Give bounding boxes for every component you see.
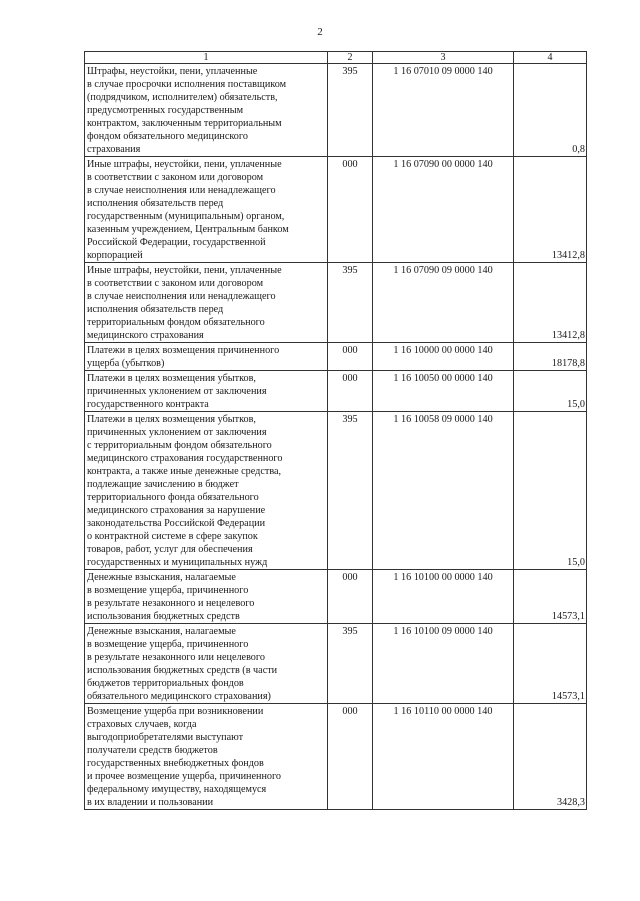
- revenue-name-line: исполнения обязательств перед: [87, 198, 224, 209]
- budget-code-cell: 1 16 10058 09 0000 140: [373, 412, 514, 570]
- revenue-name-line: фондом обязательного медицинского: [87, 131, 248, 142]
- table-row: [85, 157, 587, 263]
- budget-code-cell: 1 16 10000 00 0000 140: [373, 343, 514, 371]
- column-header: 2: [328, 52, 373, 64]
- revenue-name-line: и прочее возмещение ущерба, причиненного: [87, 771, 282, 782]
- revenue-name-line: Денежные взыскания, налагаемые: [87, 572, 236, 583]
- admin-code-cell: 000: [328, 570, 373, 624]
- revenue-name-line: государственных внебюджетных фондов: [87, 758, 264, 769]
- revenue-name-line: предусмотренных государственным: [87, 105, 244, 116]
- revenue-name-line: корпорацией: [87, 250, 143, 261]
- amount-cell: 14573,1: [514, 570, 587, 624]
- revenue-name-line: с территориальным фондом обязательного: [87, 440, 272, 451]
- revenue-name-cell: [85, 64, 328, 157]
- column-header: 4: [514, 52, 587, 64]
- revenue-name-line: в возмещение ущерба, причиненного: [87, 585, 249, 596]
- revenue-name-cell: [85, 704, 328, 810]
- revenue-name-line: бюджетов территориальных фондов: [87, 678, 244, 689]
- revenue-name-line: Платежи в целях возмещения убытков,: [87, 373, 256, 384]
- column-header: 1: [85, 52, 328, 64]
- revenue-name-line: государственного контракта: [87, 399, 209, 410]
- table-row: [85, 412, 587, 570]
- budget-code-cell: 1 16 07090 09 0000 140: [373, 263, 514, 343]
- admin-code-cell: 395: [328, 624, 373, 704]
- revenue-name-line: выгодоприобретателями выступают: [87, 732, 244, 743]
- revenue-name-line: в соответствии с законом или договором: [87, 172, 264, 183]
- revenue-name-line: медицинского страхования: [87, 330, 204, 341]
- column-header: 3: [373, 52, 514, 64]
- admin-code-cell: 395: [328, 64, 373, 157]
- admin-code-cell: 395: [328, 412, 373, 570]
- revenue-name-line: Платежи в целях возмещения убытков,: [87, 414, 256, 425]
- revenue-name-cell: [85, 624, 328, 704]
- revenue-name-line: в возмещение ущерба, причиненного: [87, 639, 249, 650]
- revenue-name-line: Российской Федерации, государственной: [87, 237, 266, 248]
- revenue-name-line: товаров, работ, услуг для обеспечения: [87, 544, 253, 555]
- revenue-name-line: контракта, а также иные денежные средства,: [87, 466, 282, 477]
- revenue-name-line: ущерба (убытков): [87, 358, 165, 369]
- revenue-name-line: в соответствии с законом или договором: [87, 278, 264, 289]
- budget-code-cell: 1 16 10050 00 0000 140: [373, 371, 514, 412]
- admin-code-cell: 395: [328, 263, 373, 343]
- budget-code-cell: 1 16 10100 09 0000 140: [373, 624, 514, 704]
- amount-cell: 18178,8: [514, 343, 587, 371]
- revenue-name-line: использования бюджетных средств (в части: [87, 665, 278, 676]
- revenue-name-line: в результате незаконного или нецелевого: [87, 652, 265, 663]
- budget-code-cell: 1 16 07090 00 0000 140: [373, 157, 514, 263]
- revenue-name-line: причиненных уклонением от заключения: [87, 386, 267, 397]
- admin-code-cell: 000: [328, 343, 373, 371]
- amount-cell: 14573,1: [514, 624, 587, 704]
- amount-cell: 3428,3: [514, 704, 587, 810]
- revenue-name-line: Платежи в целях возмещения причиненного: [87, 345, 280, 356]
- revenue-name-line: обязательного медицинского страхования): [87, 691, 271, 702]
- revenue-name-line: Иные штрафы, неустойки, пени, уплаченные: [87, 265, 282, 276]
- revenue-name-line: казенным учреждением, Центральным банком: [87, 224, 289, 235]
- revenue-name-line: государственных и муниципальных нужд: [87, 557, 268, 568]
- revenue-name-line: причиненных уклонением от заключения: [87, 427, 267, 438]
- revenue-name-line: подлежащие зачислению в бюджет: [87, 479, 239, 490]
- revenue-name-cell: [85, 412, 328, 570]
- budget-code-cell: 1 16 10110 00 0000 140: [373, 704, 514, 810]
- revenue-name-cell: [85, 570, 328, 624]
- revenue-name-line: получатели средств бюджетов: [87, 745, 218, 756]
- amount-cell: 0,8: [514, 64, 587, 157]
- revenue-name-line: территориального фонда обязательного: [87, 492, 259, 503]
- revenue-name-line: законодательства Российской Федерации: [87, 518, 266, 529]
- revenue-name-line: государственным (муниципальным) органом,: [87, 211, 285, 222]
- amount-cell: 13412,8: [514, 157, 587, 263]
- amount-cell: 13412,8: [514, 263, 587, 343]
- revenue-name-line: страхования: [87, 144, 141, 155]
- page-number: 2: [317, 26, 323, 38]
- admin-code-cell: 000: [328, 157, 373, 263]
- amount-cell: 15,0: [514, 412, 587, 570]
- header-row: [85, 52, 587, 64]
- table-row: [85, 704, 587, 810]
- admin-code-cell: 000: [328, 704, 373, 810]
- revenue-name-line: в результате незаконного и нецелевого: [87, 598, 255, 609]
- revenue-name-line: контрактом, заключенным территориальным: [87, 118, 282, 129]
- revenue-name-line: исполнения обязательств перед: [87, 304, 224, 315]
- table-row: [85, 570, 587, 624]
- table-row: [85, 263, 587, 343]
- revenue-name-line: страховых случаев, когда: [87, 719, 197, 730]
- revenue-name-line: (подрядчиком, исполнителем) обязательств,: [87, 92, 278, 103]
- table-row: [85, 624, 587, 704]
- revenue-name-cell: [85, 157, 328, 263]
- revenue-name-cell: [85, 263, 328, 343]
- admin-code-cell: 000: [328, 371, 373, 412]
- budget-code-cell: 1 16 10100 00 0000 140: [373, 570, 514, 624]
- revenue-name-line: федеральному имуществу, находящемуся: [87, 784, 267, 795]
- revenue-table: [84, 51, 587, 810]
- table-row: [85, 371, 587, 412]
- amount-cell: 15,0: [514, 371, 587, 412]
- revenue-name-line: о контрактной системе в сфере закупок: [87, 531, 258, 542]
- revenue-name-line: медицинского страхования за нарушение: [87, 505, 266, 516]
- revenue-name-line: территориальным фондом обязательного: [87, 317, 265, 328]
- table-row: [85, 343, 587, 371]
- revenue-name-line: в случае просрочки исполнения поставщиком: [87, 79, 287, 90]
- revenue-name-line: в случае неисполнения или ненадлежащего: [87, 291, 276, 302]
- revenue-name-line: Иные штрафы, неустойки, пени, уплаченные: [87, 159, 282, 170]
- revenue-name-line: Денежные взыскания, налагаемые: [87, 626, 236, 637]
- revenue-name-cell: [85, 371, 328, 412]
- revenue-name-line: Штрафы, неустойки, пени, уплаченные: [87, 66, 258, 77]
- table-row: [85, 64, 587, 157]
- revenue-name-line: в их владении и пользовании: [87, 797, 214, 808]
- revenue-name-line: Возмещение ущерба при возникновении: [87, 706, 264, 717]
- revenue-name-cell: [85, 343, 328, 371]
- revenue-name-line: использования бюджетных средств: [87, 611, 240, 622]
- revenue-name-line: медицинского страхования государственного: [87, 453, 283, 464]
- revenue-name-line: в случае неисполнения или ненадлежащего: [87, 185, 276, 196]
- budget-code-cell: 1 16 07010 09 0000 140: [373, 64, 514, 157]
